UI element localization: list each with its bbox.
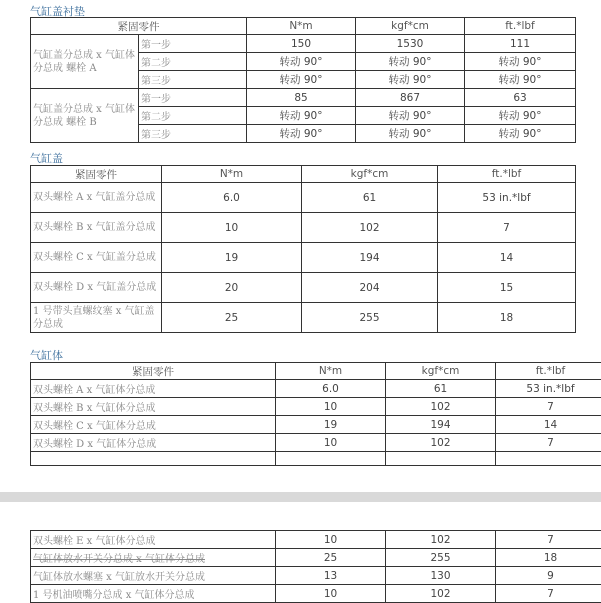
value-nm: 13 bbox=[276, 567, 386, 585]
part-label: 双头螺栓 D x 气缸体分总成 bbox=[31, 434, 276, 452]
value-nm: 转动 90° bbox=[247, 107, 356, 125]
cylinder-block-torque-table bbox=[30, 362, 601, 466]
bolt-a-label: 气缸盖分总成 x 气缸体分总成 螺栓 A bbox=[31, 35, 139, 89]
value-ft: 15 bbox=[438, 273, 576, 303]
value-kgf: 102 bbox=[302, 213, 438, 243]
value-kgf: 61 bbox=[386, 380, 496, 398]
value-kgf: 转动 90° bbox=[356, 53, 465, 71]
head-gasket-torque-table bbox=[30, 17, 576, 143]
part-label: 1 号机油喷嘴分总成 x 气缸体分总成 bbox=[31, 585, 276, 603]
value-kgf: 61 bbox=[302, 183, 438, 213]
section-title-cylinder-block: 气缸体 bbox=[30, 347, 63, 363]
value-kgf: 102 bbox=[386, 531, 496, 549]
value-nm: 10 bbox=[276, 531, 386, 549]
value-nm: 转动 90° bbox=[247, 53, 356, 71]
part-label: 气缸体放水开关分总成 x 气缸体分总成 bbox=[31, 549, 276, 567]
value-kgf: 255 bbox=[302, 303, 438, 333]
part-label: 双头螺栓 C x 气缸体分总成 bbox=[31, 416, 276, 434]
section-title-head-gasket: 气缸盖衬垫 bbox=[30, 3, 85, 19]
value-ft: 7 bbox=[496, 398, 601, 416]
empty-cell bbox=[31, 452, 276, 466]
value-kgf: 204 bbox=[302, 273, 438, 303]
header-part: 紧固零件 bbox=[31, 363, 276, 380]
value-ft: 53 in.*lbf bbox=[438, 183, 576, 213]
value-nm: 转动 90° bbox=[247, 71, 356, 89]
page-break-divider bbox=[0, 492, 601, 502]
value-nm: 25 bbox=[276, 549, 386, 567]
part-label: 双头螺栓 A x 气缸体分总成 bbox=[31, 380, 276, 398]
value-ft: 63 bbox=[465, 89, 576, 107]
value-kgf: 102 bbox=[386, 585, 496, 603]
value-ft: 7 bbox=[438, 213, 576, 243]
value-kgf: 102 bbox=[386, 398, 496, 416]
header-ft: ft.*lbf bbox=[465, 18, 576, 35]
part-label: 双头螺栓 C x 气缸盖分总成 bbox=[31, 243, 162, 273]
value-ft: 18 bbox=[438, 303, 576, 333]
value-kgf: 130 bbox=[386, 567, 496, 585]
step-label: 第二步 bbox=[139, 53, 247, 71]
header-nm: N*m bbox=[276, 363, 386, 380]
step-label: 第一步 bbox=[139, 35, 247, 53]
empty-cell bbox=[386, 452, 496, 466]
step-label: 第二步 bbox=[139, 107, 247, 125]
header-part: 紧固零件 bbox=[31, 166, 162, 183]
value-kgf: 转动 90° bbox=[356, 71, 465, 89]
value-kgf: 867 bbox=[356, 89, 465, 107]
value-nm: 19 bbox=[162, 243, 302, 273]
value-ft: 7 bbox=[496, 531, 601, 549]
part-label: 1 号带头直螺纹塞 x 气缸盖分总成 bbox=[31, 303, 162, 333]
value-ft: 转动 90° bbox=[465, 53, 576, 71]
value-kgf: 转动 90° bbox=[356, 107, 465, 125]
header-kgf: kgf*cm bbox=[302, 166, 438, 183]
value-ft: 转动 90° bbox=[465, 125, 576, 143]
value-nm: 10 bbox=[162, 213, 302, 243]
value-ft: 7 bbox=[496, 585, 601, 603]
header-nm: N*m bbox=[247, 18, 356, 35]
header-kgf: kgf*cm bbox=[356, 18, 465, 35]
value-ft: 53 in.*lbf bbox=[496, 380, 601, 398]
value-nm: 85 bbox=[247, 89, 356, 107]
cylinder-head-torque-table bbox=[30, 165, 576, 333]
cylinder-block-torque-table-continued bbox=[30, 530, 601, 603]
header-ft: ft.*lbf bbox=[438, 166, 576, 183]
header-part: 紧固零件 bbox=[31, 18, 247, 35]
value-kgf: 255 bbox=[386, 549, 496, 567]
header-kgf: kgf*cm bbox=[386, 363, 496, 380]
value-ft: 111 bbox=[465, 35, 576, 53]
value-ft: 14 bbox=[438, 243, 576, 273]
part-label: 双头螺栓 A x 气缸盖分总成 bbox=[31, 183, 162, 213]
section-title-cylinder-head: 气缸盖 bbox=[30, 150, 63, 166]
part-label: 双头螺栓 E x 气缸体分总成 bbox=[31, 531, 276, 549]
value-nm: 19 bbox=[276, 416, 386, 434]
value-ft: 18 bbox=[496, 549, 601, 567]
part-label: 双头螺栓 D x 气缸盖分总成 bbox=[31, 273, 162, 303]
value-nm: 150 bbox=[247, 35, 356, 53]
value-kgf: 102 bbox=[386, 434, 496, 452]
value-ft: 转动 90° bbox=[465, 107, 576, 125]
step-label: 第一步 bbox=[139, 89, 247, 107]
value-nm: 转动 90° bbox=[247, 125, 356, 143]
value-ft: 14 bbox=[496, 416, 601, 434]
value-nm: 6.0 bbox=[162, 183, 302, 213]
empty-cell bbox=[276, 452, 386, 466]
part-label: 双头螺栓 B x 气缸体分总成 bbox=[31, 398, 276, 416]
value-kgf: 194 bbox=[386, 416, 496, 434]
value-kgf: 194 bbox=[302, 243, 438, 273]
value-ft: 7 bbox=[496, 434, 601, 452]
header-nm: N*m bbox=[162, 166, 302, 183]
value-nm: 25 bbox=[162, 303, 302, 333]
part-label: 气缸体放水螺塞 x 气缸放水开关分总成 bbox=[31, 567, 276, 585]
empty-cell bbox=[496, 452, 601, 466]
value-ft: 转动 90° bbox=[465, 71, 576, 89]
value-ft: 9 bbox=[496, 567, 601, 585]
header-ft: ft.*lbf bbox=[496, 363, 601, 380]
step-label: 第三步 bbox=[139, 71, 247, 89]
value-nm: 20 bbox=[162, 273, 302, 303]
value-nm: 10 bbox=[276, 398, 386, 416]
value-nm: 6.0 bbox=[276, 380, 386, 398]
value-nm: 10 bbox=[276, 585, 386, 603]
part-label: 双头螺栓 B x 气缸盖分总成 bbox=[31, 213, 162, 243]
bolt-b-label: 气缸盖分总成 x 气缸体分总成 螺栓 B bbox=[31, 89, 139, 143]
value-kgf: 转动 90° bbox=[356, 125, 465, 143]
value-nm: 10 bbox=[276, 434, 386, 452]
value-kgf: 1530 bbox=[356, 35, 465, 53]
step-label: 第三步 bbox=[139, 125, 247, 143]
